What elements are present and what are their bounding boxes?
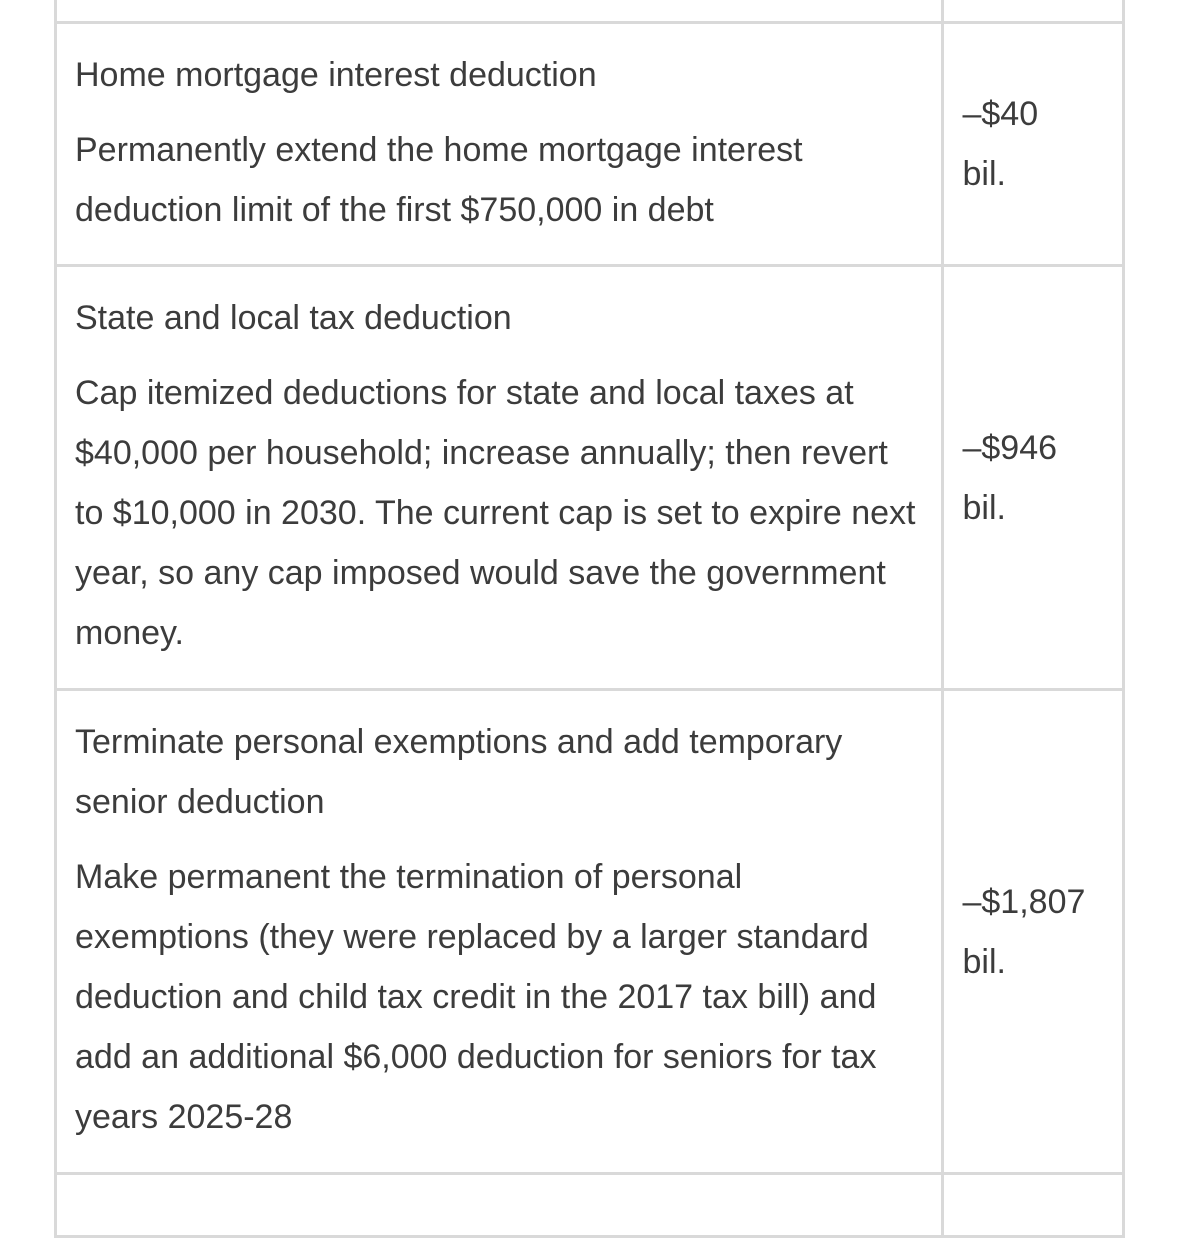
provision-title: Home mortgage interest deduction (75, 55, 597, 94)
provision-value: –$946 bil. (962, 428, 1058, 527)
provision-value-cell (943, 266, 1124, 690)
provision-description-cell (56, 690, 943, 1174)
table-cell (943, 1174, 1124, 1237)
table-row-partial-bottom (56, 1174, 1124, 1237)
provision-title: State and local tax deduction (75, 299, 512, 337)
provision-body: Make permanent the termination of personal exemptions (they were replaced by a larger standard deduction and child tax credit in the 2017 tax bill) and add an additional $6,000 deduction for seniors for tax years 2025-28 (75, 858, 877, 1136)
provision-value-cell (943, 690, 1124, 1174)
provision-description-cell (56, 266, 943, 690)
table-cell (56, 0, 943, 23)
table-row (56, 690, 1124, 1174)
provision-value: –$1,807 bil. (962, 882, 1086, 981)
provision-body: Cap itemized deductions for state and local taxes at $40,000 per household; increase annually; then revert to $10,000 in 2030. The current cap is set to expire next year, so any cap imposed would save the government money. (75, 374, 916, 652)
provision-description-cell (56, 23, 943, 266)
provision-value: –$40 bil. (962, 95, 1039, 193)
table-row (56, 23, 1124, 266)
provision-title: Terminate personal exemptions and add temporary senior deduction (75, 723, 843, 821)
provision-value-cell (943, 23, 1124, 266)
table-cell (56, 1174, 943, 1237)
tax-provisions-table (54, 0, 1125, 1238)
table-row (56, 266, 1124, 690)
provision-body: Permanently extend the home mortgage interest deduction limit of the first $750,000 in debt (75, 130, 803, 229)
table-row-partial-top (56, 0, 1124, 23)
table-cell (943, 0, 1124, 23)
